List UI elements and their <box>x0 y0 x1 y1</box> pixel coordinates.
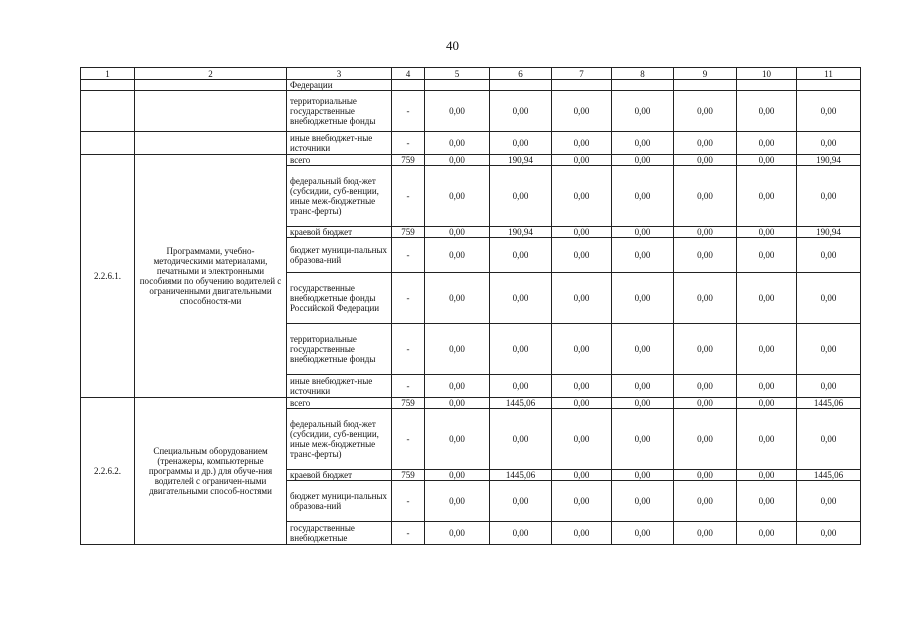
amount-cell: 0,00 <box>552 273 612 324</box>
amount-cell: 0,00 <box>737 409 797 470</box>
amount-cell <box>490 80 552 91</box>
funding-source-cell: территориальные государственные внебюджетные фонды <box>287 91 392 132</box>
amount-cell: 0,00 <box>552 398 612 409</box>
table-row <box>81 398 861 409</box>
item-name-cell <box>135 91 287 132</box>
amount-cell: 0,00 <box>674 522 737 545</box>
amount-cell: 0,00 <box>552 166 612 227</box>
amount-cell: 0,00 <box>490 91 552 132</box>
header-row <box>81 68 861 80</box>
table-body <box>81 80 861 545</box>
item-name-cell: Программами, учебно-методическими материалами, печатными и электронными пособиями по обучению водителей с ограниченными двигательными способностя-ми <box>135 155 287 398</box>
funding-source-cell: иные внебюджет-ные источники <box>287 375 392 398</box>
column-header: 2 <box>135 68 287 80</box>
grbs-code-cell: 759 <box>392 398 425 409</box>
amount-cell: 1445,06 <box>490 470 552 481</box>
table-row <box>81 91 861 132</box>
column-header: 5 <box>425 68 490 80</box>
amount-cell: 1445,06 <box>490 398 552 409</box>
amount-cell: 0,00 <box>674 481 737 522</box>
amount-cell: 0,00 <box>797 481 861 522</box>
funding-source-cell: иные внебюджет-ные источники <box>287 132 392 155</box>
amount-cell: 0,00 <box>490 481 552 522</box>
amount-cell: 0,00 <box>552 522 612 545</box>
amount-cell: 0,00 <box>737 481 797 522</box>
amount-cell: 0,00 <box>612 375 674 398</box>
column-header: 4 <box>392 68 425 80</box>
amount-cell: 0,00 <box>425 91 490 132</box>
amount-cell: 190,94 <box>797 227 861 238</box>
amount-cell: 0,00 <box>552 409 612 470</box>
column-header: 1 <box>81 68 135 80</box>
grbs-code-cell: - <box>392 324 425 375</box>
amount-cell: 0,00 <box>425 375 490 398</box>
amount-cell <box>737 80 797 91</box>
amount-cell: 0,00 <box>797 409 861 470</box>
amount-cell: 0,00 <box>674 227 737 238</box>
grbs-code-cell: - <box>392 375 425 398</box>
amount-cell: 0,00 <box>552 481 612 522</box>
column-header: 8 <box>612 68 674 80</box>
amount-cell: 0,00 <box>425 166 490 227</box>
table-row <box>81 80 861 91</box>
amount-cell: 0,00 <box>552 132 612 155</box>
amount-cell: 0,00 <box>737 375 797 398</box>
amount-cell: 0,00 <box>612 238 674 273</box>
amount-cell: 0,00 <box>674 409 737 470</box>
amount-cell: 0,00 <box>425 132 490 155</box>
column-header: 11 <box>797 68 861 80</box>
amount-cell: 0,00 <box>674 273 737 324</box>
amount-cell: 0,00 <box>612 132 674 155</box>
amount-cell: 0,00 <box>737 91 797 132</box>
item-code-cell <box>81 91 135 132</box>
grbs-code-cell: - <box>392 132 425 155</box>
amount-cell: 0,00 <box>612 522 674 545</box>
amount-cell: 0,00 <box>674 155 737 166</box>
amount-cell: 0,00 <box>425 470 490 481</box>
amount-cell: 0,00 <box>674 132 737 155</box>
amount-cell: 0,00 <box>490 273 552 324</box>
column-header: 9 <box>674 68 737 80</box>
amount-cell: 0,00 <box>737 324 797 375</box>
funding-source-cell: всего <box>287 398 392 409</box>
table-row <box>81 132 861 155</box>
grbs-code-cell: - <box>392 409 425 470</box>
amount-cell: 0,00 <box>737 155 797 166</box>
amount-cell: 0,00 <box>425 273 490 324</box>
amount-cell: 0,00 <box>425 238 490 273</box>
grbs-code-cell: - <box>392 522 425 545</box>
amount-cell: 0,00 <box>552 375 612 398</box>
item-name-cell: Специальным оборудованием (тренажеры, компьютерные программы и др.) для обуче-ния водителей с ограничен-ными двигательными способ-ностями <box>135 398 287 545</box>
amount-cell: 0,00 <box>674 324 737 375</box>
amount-cell: 0,00 <box>674 375 737 398</box>
funding-source-cell: государственные внебюджетные <box>287 522 392 545</box>
amount-cell: 0,00 <box>612 91 674 132</box>
item-code-cell: 2.2.6.1. <box>81 155 135 398</box>
amount-cell: 0,00 <box>737 398 797 409</box>
amount-cell: 0,00 <box>552 91 612 132</box>
amount-cell: 0,00 <box>612 409 674 470</box>
funding-source-cell: федеральный бюд-жет (субсидии, суб-венции, иные меж-бюджетные транс-ферты) <box>287 166 392 227</box>
item-code-cell: 2.2.6.2. <box>81 398 135 545</box>
amount-cell: 0,00 <box>674 470 737 481</box>
amount-cell: 0,00 <box>425 481 490 522</box>
amount-cell: 0,00 <box>674 238 737 273</box>
grbs-code-cell: 759 <box>392 155 425 166</box>
funding-source-cell: краевой бюджет <box>287 227 392 238</box>
amount-cell: 0,00 <box>737 132 797 155</box>
amount-cell: 0,00 <box>612 166 674 227</box>
funding-source-cell: территориальные государственные внебюджетные фонды <box>287 324 392 375</box>
item-code-cell <box>81 132 135 155</box>
amount-cell: 0,00 <box>737 238 797 273</box>
amount-cell: 0,00 <box>552 227 612 238</box>
column-header: 3 <box>287 68 392 80</box>
item-name-cell <box>135 132 287 155</box>
grbs-code-cell <box>392 80 425 91</box>
amount-cell: 0,00 <box>612 481 674 522</box>
amount-cell: 0,00 <box>552 238 612 273</box>
amount-cell: 0,00 <box>552 155 612 166</box>
amount-cell: 0,00 <box>552 470 612 481</box>
amount-cell: 0,00 <box>612 470 674 481</box>
amount-cell: 0,00 <box>797 166 861 227</box>
amount-cell: 0,00 <box>490 324 552 375</box>
amount-cell: 0,00 <box>490 238 552 273</box>
amount-cell: 0,00 <box>490 409 552 470</box>
amount-cell: 0,00 <box>425 409 490 470</box>
amount-cell: 0,00 <box>425 227 490 238</box>
column-header: 10 <box>737 68 797 80</box>
funding-source-cell: краевой бюджет <box>287 470 392 481</box>
grbs-code-cell: - <box>392 166 425 227</box>
funding-source-cell: федеральный бюд-жет (субсидии, суб-венции, иные меж-бюджетные транс-ферты) <box>287 409 392 470</box>
amount-cell: 190,94 <box>490 155 552 166</box>
grbs-code-cell: - <box>392 273 425 324</box>
amount-cell: 1445,06 <box>797 470 861 481</box>
amount-cell <box>425 80 490 91</box>
amount-cell: 0,00 <box>425 522 490 545</box>
amount-cell: 0,00 <box>674 91 737 132</box>
amount-cell: 0,00 <box>797 238 861 273</box>
budget-table <box>80 67 861 545</box>
amount-cell: 0,00 <box>737 273 797 324</box>
amount-cell: 0,00 <box>612 155 674 166</box>
page-number: 40 <box>446 38 459 53</box>
funding-source-cell: бюджет муници-пальных образова-ний <box>287 238 392 273</box>
amount-cell: 0,00 <box>490 132 552 155</box>
amount-cell <box>552 80 612 91</box>
grbs-code-cell: 759 <box>392 470 425 481</box>
funding-source-cell: государственные внебюджетные фонды Российской Федерации <box>287 273 392 324</box>
funding-source-cell: Федерации <box>287 80 392 91</box>
amount-cell: 190,94 <box>797 155 861 166</box>
amount-cell: 0,00 <box>612 324 674 375</box>
amount-cell: 0,00 <box>425 398 490 409</box>
amount-cell: 0,00 <box>425 324 490 375</box>
amount-cell: 0,00 <box>737 470 797 481</box>
amount-cell: 0,00 <box>797 132 861 155</box>
amount-cell: 0,00 <box>797 91 861 132</box>
item-code-cell <box>81 80 135 91</box>
amount-cell: 0,00 <box>425 155 490 166</box>
amount-cell: 0,00 <box>737 227 797 238</box>
item-name-cell <box>135 80 287 91</box>
amount-cell: 0,00 <box>490 166 552 227</box>
amount-cell: 0,00 <box>674 166 737 227</box>
amount-cell: 0,00 <box>490 522 552 545</box>
grbs-code-cell: - <box>392 238 425 273</box>
amount-cell: 0,00 <box>552 324 612 375</box>
amount-cell: 0,00 <box>490 375 552 398</box>
amount-cell: 1445,06 <box>797 398 861 409</box>
amount-cell: 0,00 <box>737 522 797 545</box>
amount-cell: 0,00 <box>674 398 737 409</box>
amount-cell: 0,00 <box>797 522 861 545</box>
amount-cell: 0,00 <box>797 273 861 324</box>
column-header: 7 <box>552 68 612 80</box>
funding-source-cell: бюджет муници-пальных образова-ний <box>287 481 392 522</box>
amount-cell: 190,94 <box>490 227 552 238</box>
grbs-code-cell: 759 <box>392 227 425 238</box>
amount-cell: 0,00 <box>612 273 674 324</box>
amount-cell: 0,00 <box>612 227 674 238</box>
amount-cell: 0,00 <box>797 375 861 398</box>
column-header: 6 <box>490 68 552 80</box>
amount-cell <box>797 80 861 91</box>
amount-cell <box>674 80 737 91</box>
funding-source-cell: всего <box>287 155 392 166</box>
table-row <box>81 155 861 166</box>
grbs-code-cell: - <box>392 481 425 522</box>
amount-cell: 0,00 <box>737 166 797 227</box>
grbs-code-cell: - <box>392 91 425 132</box>
amount-cell: 0,00 <box>612 398 674 409</box>
amount-cell: 0,00 <box>797 324 861 375</box>
amount-cell <box>612 80 674 91</box>
